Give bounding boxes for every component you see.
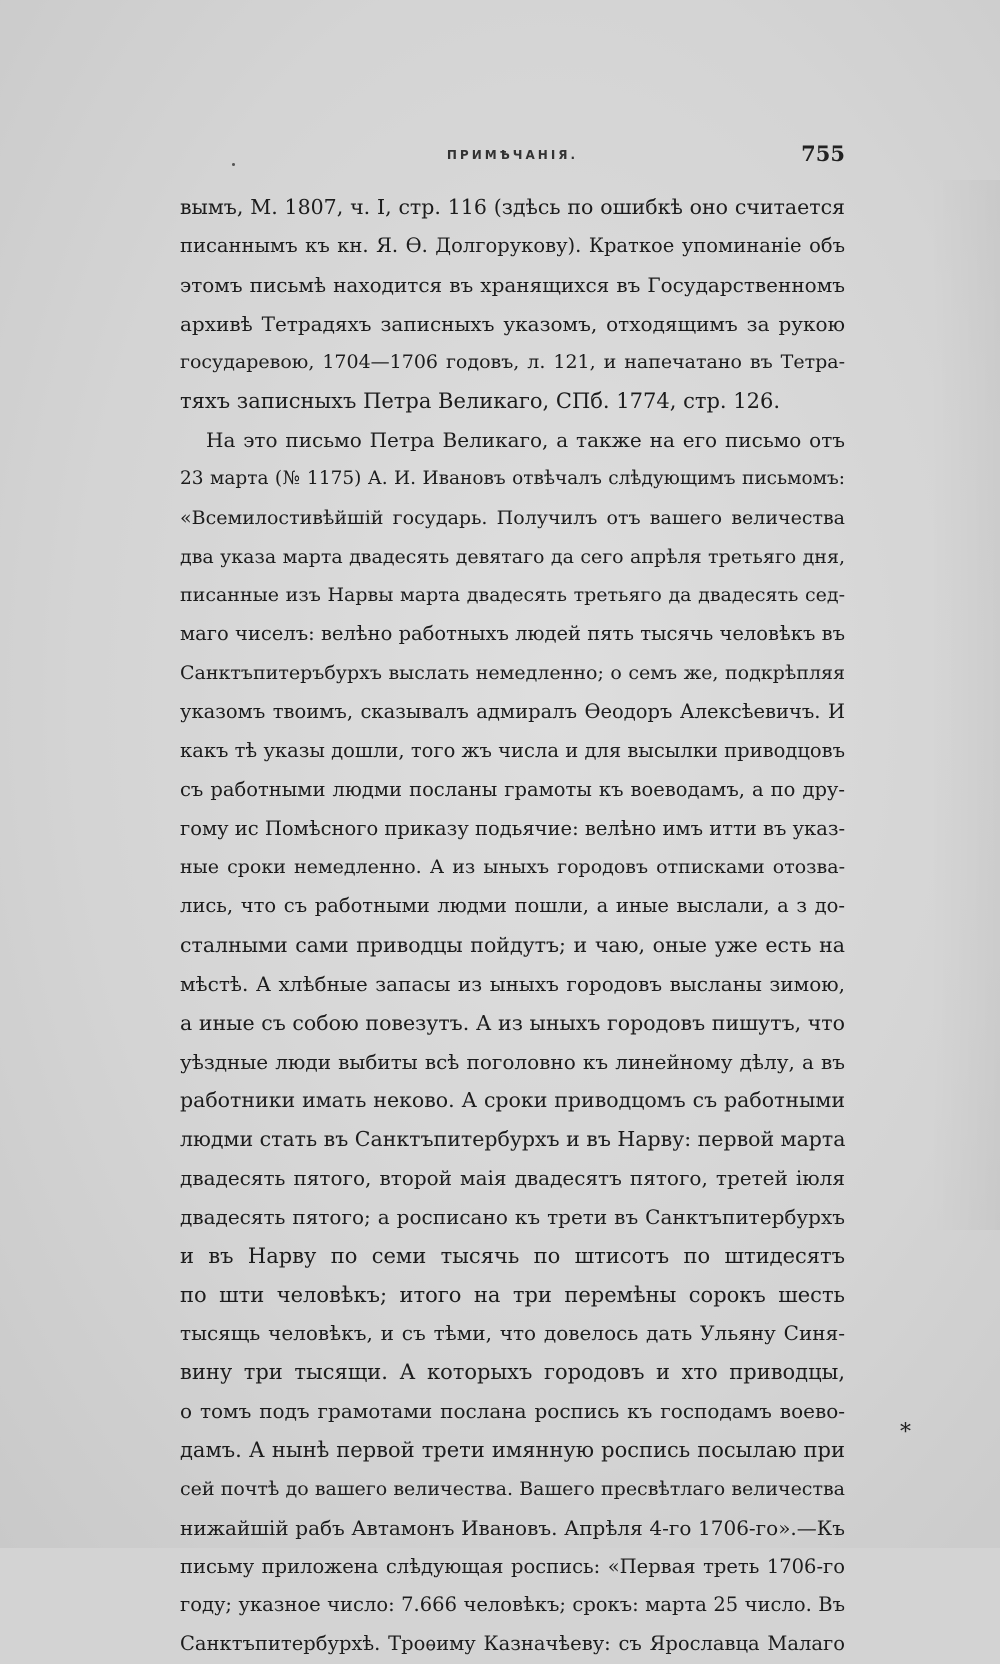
text-line: людми стать въ Санктъпитербурхъ и въ Нарву: первой марта — [180, 1127, 845, 1152]
text-line: по шти человѣкъ; итого на три перемѣны сорокъ шесть — [180, 1282, 845, 1307]
text-line: тысящь человѣкъ, и съ тѣми, что довелось дать Ульяну Синя- — [180, 1321, 845, 1346]
text-line: дамъ. А нынѣ первой трети имянную роспись посылаю при — [180, 1438, 845, 1462]
text-line: письму приложена слѣдующая роспись: «Первая треть 1706-го — [180, 1554, 845, 1578]
text-line: и въ Нарву по семи тысячь по штисотъ по штидесятъ — [180, 1243, 845, 1268]
running-title: ПРИМѢЧАНІЯ. — [446, 148, 579, 162]
text-line: «Всемилостивѣйшій государь. Получилъ отъ вашего величества — [180, 506, 845, 529]
text-line: Санктъпитеръбурхъ выслать немедленно; о семъ же, подкрѣпляя — [180, 662, 845, 685]
text-line: маго чиселъ: велѣно работныхъ людей пять тысячь человѣкъ въ — [180, 622, 845, 646]
text-line: двадесять пятого; а росписано къ трети въ Санктъпитербурхъ — [180, 1204, 845, 1229]
text-line: писанные изъ Нарвы марта двадесять третьяго да двадесять сед- — [180, 584, 845, 607]
signature-mark: * — [900, 1420, 911, 1445]
text-line: работники имать неково. А сроки приводцомъ съ работными — [180, 1088, 845, 1113]
text-line: какъ тѣ указы дошли, того жъ числа и для высылки приводцовъ — [180, 738, 845, 762]
text-line: писаннымъ къ кн. Я. Ѳ. Долгорукову). Краткое упоминаніе объ — [180, 233, 845, 257]
text-line: гому ис Помѣсного приказу подьячие: велѣно имъ итти въ указ- — [180, 816, 845, 840]
text-line: На это письмо Петра Великаго, а также на его письмо отъ — [206, 428, 845, 453]
text-line: о томъ подъ грамотами послана роспись къ господамъ воево- — [180, 1399, 845, 1424]
text-line: году; указное число: 7.666 человѣкъ; срокъ: марта 25 число. Въ — [180, 1593, 845, 1617]
text-line: вину три тысящи. А которыхъ городовъ и хто приводцы, — [180, 1360, 845, 1385]
body-text — [180, 188, 845, 1664]
text-line: а иные съ собою повезутъ. А из ыныхъ городовъ пишутъ, что — [180, 1010, 845, 1035]
text-line: сей почтѣ до вашего величества. Вашего пресвѣтлаго величества — [180, 1477, 845, 1500]
text-line: съ работными людми посланы грамоты къ воеводамъ, а по дру- — [180, 777, 845, 801]
text-line: сталными сами приводцы пойдутъ; и чаю, оные уже есть на — [180, 933, 845, 958]
text-line: мѣстѣ. А хлѣбные запасы из ыныхъ городовъ высланы зимою, — [180, 971, 845, 996]
text-line: два указа марта двадесять девятаго да сего апрѣля третьяго дня, — [180, 545, 845, 568]
text-line: уѣздные люди выбиты всѣ поголовно къ линейному дѣлу, а въ — [180, 1049, 845, 1074]
text-line: тяхъ записныхъ Петра Великаго, СПб. 1774, стр. 126. — [180, 389, 780, 414]
text-line: двадесять пятого, второй маія двадесятъ пятого, третей іюля — [180, 1166, 845, 1191]
ink-dot — [232, 163, 235, 166]
text-line: нижайшій рабъ Автамонъ Ивановъ. Апрѣля 4-го 1706-го».—Къ — [180, 1515, 845, 1540]
text-line: ные сроки немедленно. А из ыныхъ городовъ отписками отозва- — [180, 856, 845, 879]
text-line: лись, что съ работными людми пошли, а иные выслали, а з до- — [180, 894, 845, 918]
text-line: вымъ, М. 1807, ч. I, стр. 116 (здѣсь по ошибкѣ оно считается — [180, 195, 845, 219]
text-line: архивѣ Тетрадяхъ записныхъ указомъ, отходящимъ за рукою — [180, 311, 845, 336]
text-line: Санктъпитербурхѣ. Троѳиму Казначѣеву: съ Ярославца Малаго — [180, 1632, 845, 1656]
page-number: 755 — [801, 141, 845, 166]
text-line: 23 марта (№ 1175) А. И. Ивановъ отвѣчалъ слѣдующимъ письмомъ: — [180, 467, 845, 489]
text-line: указомъ твоимъ, сказывалъ адмиралъ Ѳеодоръ Алексѣевичъ. И — [180, 699, 845, 723]
running-head — [180, 138, 845, 178]
page-shadow — [930, 180, 1000, 1230]
text-line: этомъ письмѣ находится въ хранящихся въ Государственномъ — [180, 272, 845, 297]
text-line: государевою, 1704—1706 годовъ, л. 121, и напечатано въ Тетра- — [180, 351, 845, 374]
